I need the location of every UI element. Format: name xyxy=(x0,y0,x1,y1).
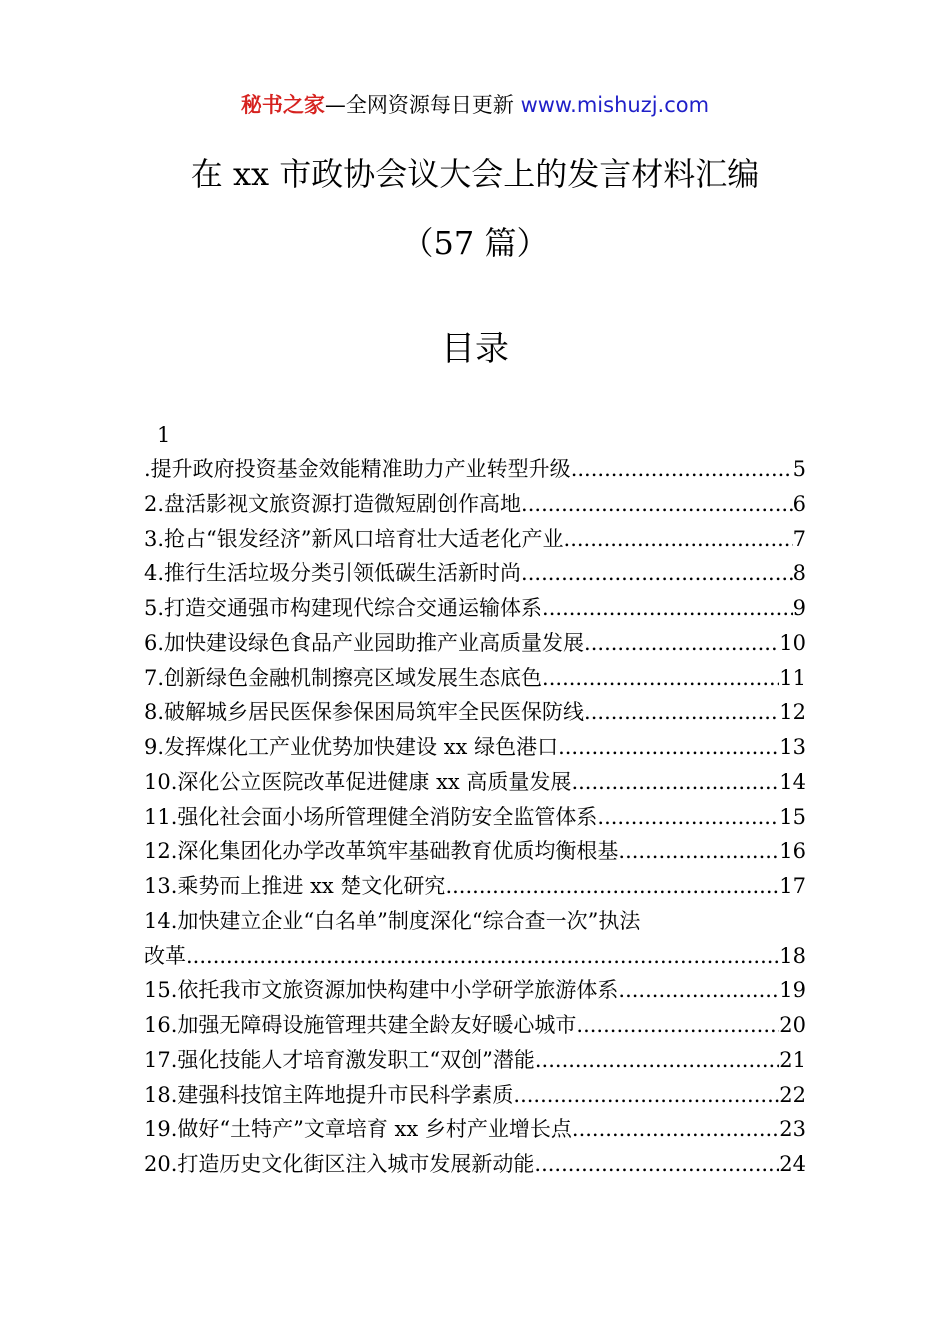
toc-entry-title: 14.加快建立企业“白名单”制度深化“综合查一次”执法 xyxy=(144,908,641,933)
toc-page-number: 9 xyxy=(792,596,806,620)
toc-entry-10[interactable] xyxy=(144,765,806,800)
toc-page-number: 22 xyxy=(779,1082,806,1107)
toc-page-number: 14 xyxy=(779,769,806,794)
toc-leader-dots xyxy=(558,730,779,765)
toc-leader-dots xyxy=(542,661,779,696)
toc-entry-5[interactable] xyxy=(144,591,806,626)
toc-entry-3[interactable] xyxy=(144,522,806,557)
toc-entry-13[interactable] xyxy=(144,869,806,904)
toc-entry-title: 12.深化集团化办学改革筑牢基础教育优质均衡根基 xyxy=(144,839,619,864)
toc-entry-6[interactable] xyxy=(144,626,806,661)
toc-page-number: 7 xyxy=(792,526,806,551)
toc-entry-title: 18.建强科技馆主阵地提升市民科学素质 xyxy=(144,1082,514,1107)
toc-leader-dots xyxy=(513,1078,779,1113)
toc-entry-title: 8.破解城乡居民医保参保困局筑牢全民医保防线 xyxy=(144,700,585,725)
brand-name: 秘书之家 xyxy=(240,93,325,117)
header-slogan: —全网资源每日更新 xyxy=(324,93,521,117)
toc-entry-title: 17.强化技能人才培育激发职工“双创”潜能 xyxy=(144,1047,535,1072)
toc-entry-title: 2.盘活影视文旅资源打造微短剧创作高地 xyxy=(144,491,522,516)
toc-entry-title: 20.打造历史文化街区注入城市发展新动能 xyxy=(144,1152,535,1176)
toc-entry-title: 15.依托我市文旅资源加快构建中小学研学旅游体系 xyxy=(144,978,619,1003)
toc-page-number: 15 xyxy=(779,804,806,829)
toc-entry-15[interactable] xyxy=(144,973,806,1008)
toc-list xyxy=(144,452,806,1182)
toc-page-number: 8 xyxy=(792,561,806,586)
toc-page-number: 6 xyxy=(792,491,806,516)
toc-entry-title: .提升政府投资基金效能精准助力产业转型升级 xyxy=(144,457,571,481)
toc-entry-title: 19.做好“土特产”文章培育 xx 乡村产业增长点 xyxy=(144,1117,572,1142)
toc-lead-number: 1 xyxy=(157,423,171,447)
toc-leader-dots xyxy=(521,487,793,522)
toc-entry-2[interactable] xyxy=(144,487,806,522)
toc-entry-4[interactable] xyxy=(144,556,806,591)
toc-leader-dots xyxy=(584,695,779,730)
toc-entry-title: 10.深化公立医院改革促进健康 xx 高质量发展 xyxy=(144,769,572,794)
toc-entry-18[interactable] xyxy=(144,1078,806,1113)
toc-leader-dots xyxy=(445,869,779,904)
toc-page-number: 16 xyxy=(779,839,806,864)
toc-entry-16[interactable] xyxy=(144,1008,806,1043)
toc-entry-title: 11.强化社会面小场所管理健全消防安全监管体系 xyxy=(144,804,598,829)
document-title: 在 xx 市政协会议大会上的发言材料汇编 xyxy=(190,155,760,193)
toc-leader-dots xyxy=(564,522,793,557)
toc-entry-9[interactable] xyxy=(144,730,806,765)
toc-page-number: 17 xyxy=(779,874,806,898)
toc-leader-dots xyxy=(618,973,779,1008)
toc-entry-title: 7.创新绿色金融机制擦亮区域发展生态底色 xyxy=(144,665,543,690)
toc-entry-title: 16.加强无障碍设施管理共建全龄友好暖心城市 xyxy=(144,1013,577,1037)
document-subtitle: （57 篇） xyxy=(401,224,549,262)
toc-leader-dots xyxy=(618,834,779,869)
site-header xyxy=(0,88,950,122)
toc-page-number: 19 xyxy=(779,978,806,1003)
toc-entry-20[interactable] xyxy=(144,1147,806,1182)
toc-entry-title: 9.发挥煤化工产业优势加快建设 xx 绿色港口 xyxy=(144,735,559,759)
toc-leader-dots xyxy=(597,800,779,835)
toc-entry-1[interactable] xyxy=(144,452,806,487)
toc-page-number: 10 xyxy=(779,630,806,655)
toc-page-number: 12 xyxy=(779,700,806,725)
toc-page-number: 18 xyxy=(779,943,806,968)
toc-entry-14-continuation[interactable] xyxy=(144,939,806,974)
toc-heading: 目录 xyxy=(441,329,509,369)
toc-entry-11[interactable] xyxy=(144,800,806,835)
toc-page-number: 21 xyxy=(779,1047,806,1072)
toc-leader-dots xyxy=(571,765,779,800)
toc-leader-dots xyxy=(521,556,793,591)
toc-entry-title: 4.推行生活垃圾分类引领低碳生活新时尚 xyxy=(144,561,522,586)
toc-page-number: 20 xyxy=(779,1013,806,1037)
toc-entry-title: 13.乘势而上推进 xx 楚文化研究 xyxy=(144,874,446,898)
toc-page-number: 23 xyxy=(779,1117,806,1142)
toc-leader-dots xyxy=(576,1008,779,1043)
toc-entry-8[interactable] xyxy=(144,695,806,730)
toc-entry-title: 5.打造交通强市构建现代综合交通运输体系 xyxy=(144,596,543,620)
toc-leader-dots xyxy=(571,452,793,487)
toc-leader-dots xyxy=(584,626,779,661)
toc-entry-7[interactable] xyxy=(144,661,806,696)
toc-leader-dots xyxy=(186,939,779,974)
toc-leader-dots xyxy=(572,1112,779,1147)
site-url-link[interactable]: www.mishuzj.com xyxy=(520,93,710,117)
toc-entry-title: 6.加快建设绿色食品产业园助推产业高质量发展 xyxy=(144,630,585,655)
toc-entry-title: 3.抢占“银发经济”新风口培育壮大适老化产业 xyxy=(144,526,564,551)
toc-leader-dots xyxy=(534,1147,779,1182)
toc-page-number: 5 xyxy=(792,457,806,481)
toc-page-number: 13 xyxy=(779,735,806,759)
toc-page-number: 24 xyxy=(779,1152,806,1176)
toc-entry-19[interactable] xyxy=(144,1112,806,1147)
toc-page-number: 11 xyxy=(779,665,806,690)
toc-entry-12[interactable] xyxy=(144,834,806,869)
toc-entry-14[interactable] xyxy=(144,904,806,939)
toc-entry-17[interactable] xyxy=(144,1043,806,1078)
toc-entry-title-continuation: 改革 xyxy=(144,943,186,968)
toc-leader-dots xyxy=(542,591,793,626)
toc-leader-dots xyxy=(535,1043,779,1078)
